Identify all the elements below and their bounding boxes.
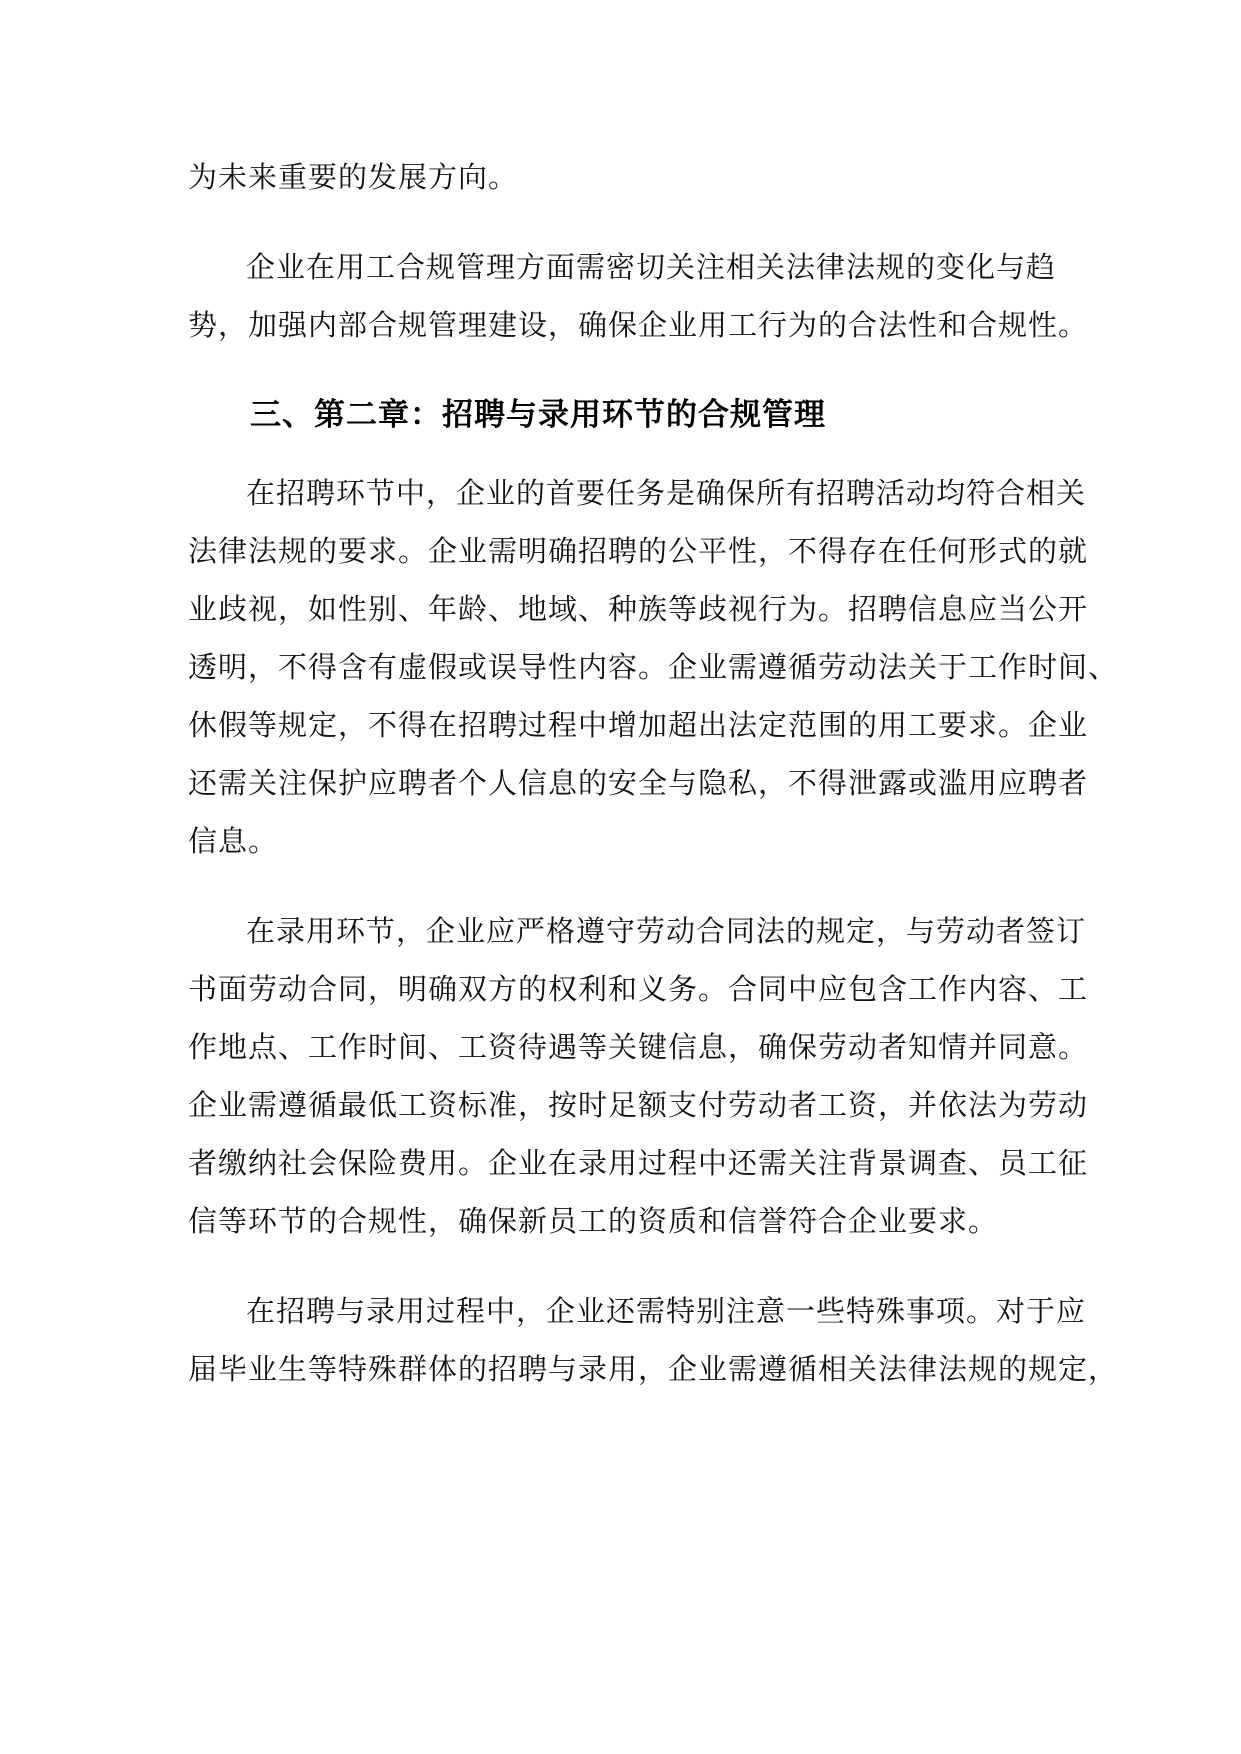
text-line: 信息。 bbox=[188, 824, 279, 858]
text-line: 在招聘环节中，企业的首要任务是确保所有招聘活动均符合相关 bbox=[246, 476, 1087, 510]
text-line: 作地点、工作时间、工资待遇等关键信息，确保劳动者知情并同意。 bbox=[188, 1030, 1089, 1064]
text-line: 在录用环节，企业应严格遵守劳动合同法的规定，与劳动者签订 bbox=[246, 914, 1087, 948]
section-heading: 三、第二章：招聘与录用环节的合规管理 bbox=[250, 397, 826, 433]
text-line: 为未来重要的发展方向。 bbox=[188, 160, 519, 194]
paragraph bbox=[188, 464, 1119, 870]
text-line: 书面劳动合同，明确双方的权利和义务。合同中应包含工作内容、工 bbox=[188, 972, 1089, 1006]
text-line: 届毕业生等特殊群体的招聘与录用，企业需遵循相关法律法规的规定， bbox=[188, 1352, 1119, 1386]
text-line: 者缴纳社会保险费用。企业在录用过程中还需关注背景调查、员工征 bbox=[188, 1146, 1089, 1180]
paragraph bbox=[188, 148, 1056, 206]
paragraph bbox=[188, 1282, 1119, 1398]
text-line: 企业需遵循最低工资标准，按时足额支付劳动者工资，并依法为劳动 bbox=[188, 1088, 1089, 1122]
text-line: 透明，不得含有虚假或误导性内容。企业需遵循劳动法关于工作时间、 bbox=[188, 650, 1119, 684]
paragraph bbox=[188, 238, 1089, 354]
text-line: 还需关注保护应聘者个人信息的安全与隐私，不得泄露或滥用应聘者 bbox=[188, 766, 1089, 800]
paragraph bbox=[188, 902, 1089, 1250]
text-line: 休假等规定，不得在招聘过程中增加超出法定范围的用工要求。企业 bbox=[188, 708, 1089, 742]
text-line: 势，加强内部合规管理建设，确保企业用工行为的合法性和合规性。 bbox=[188, 308, 1089, 342]
text-line: 企业在用工合规管理方面需密切关注相关法律法规的变化与趋 bbox=[246, 250, 1057, 284]
text-line: 业歧视，如性别、年龄、地域、种族等歧视行为。招聘信息应当公开 bbox=[188, 592, 1089, 626]
text-line: 在招聘与录用过程中，企业还需特别注意一些特殊事项。对于应 bbox=[246, 1294, 1087, 1328]
text-line: 法律法规的要求。企业需明确招聘的公平性，不得存在任何形式的就 bbox=[188, 534, 1089, 568]
document-body bbox=[188, 148, 1119, 1430]
text-line: 信等环节的合规性，确保新员工的资质和信誉符合企业要求。 bbox=[188, 1204, 999, 1238]
